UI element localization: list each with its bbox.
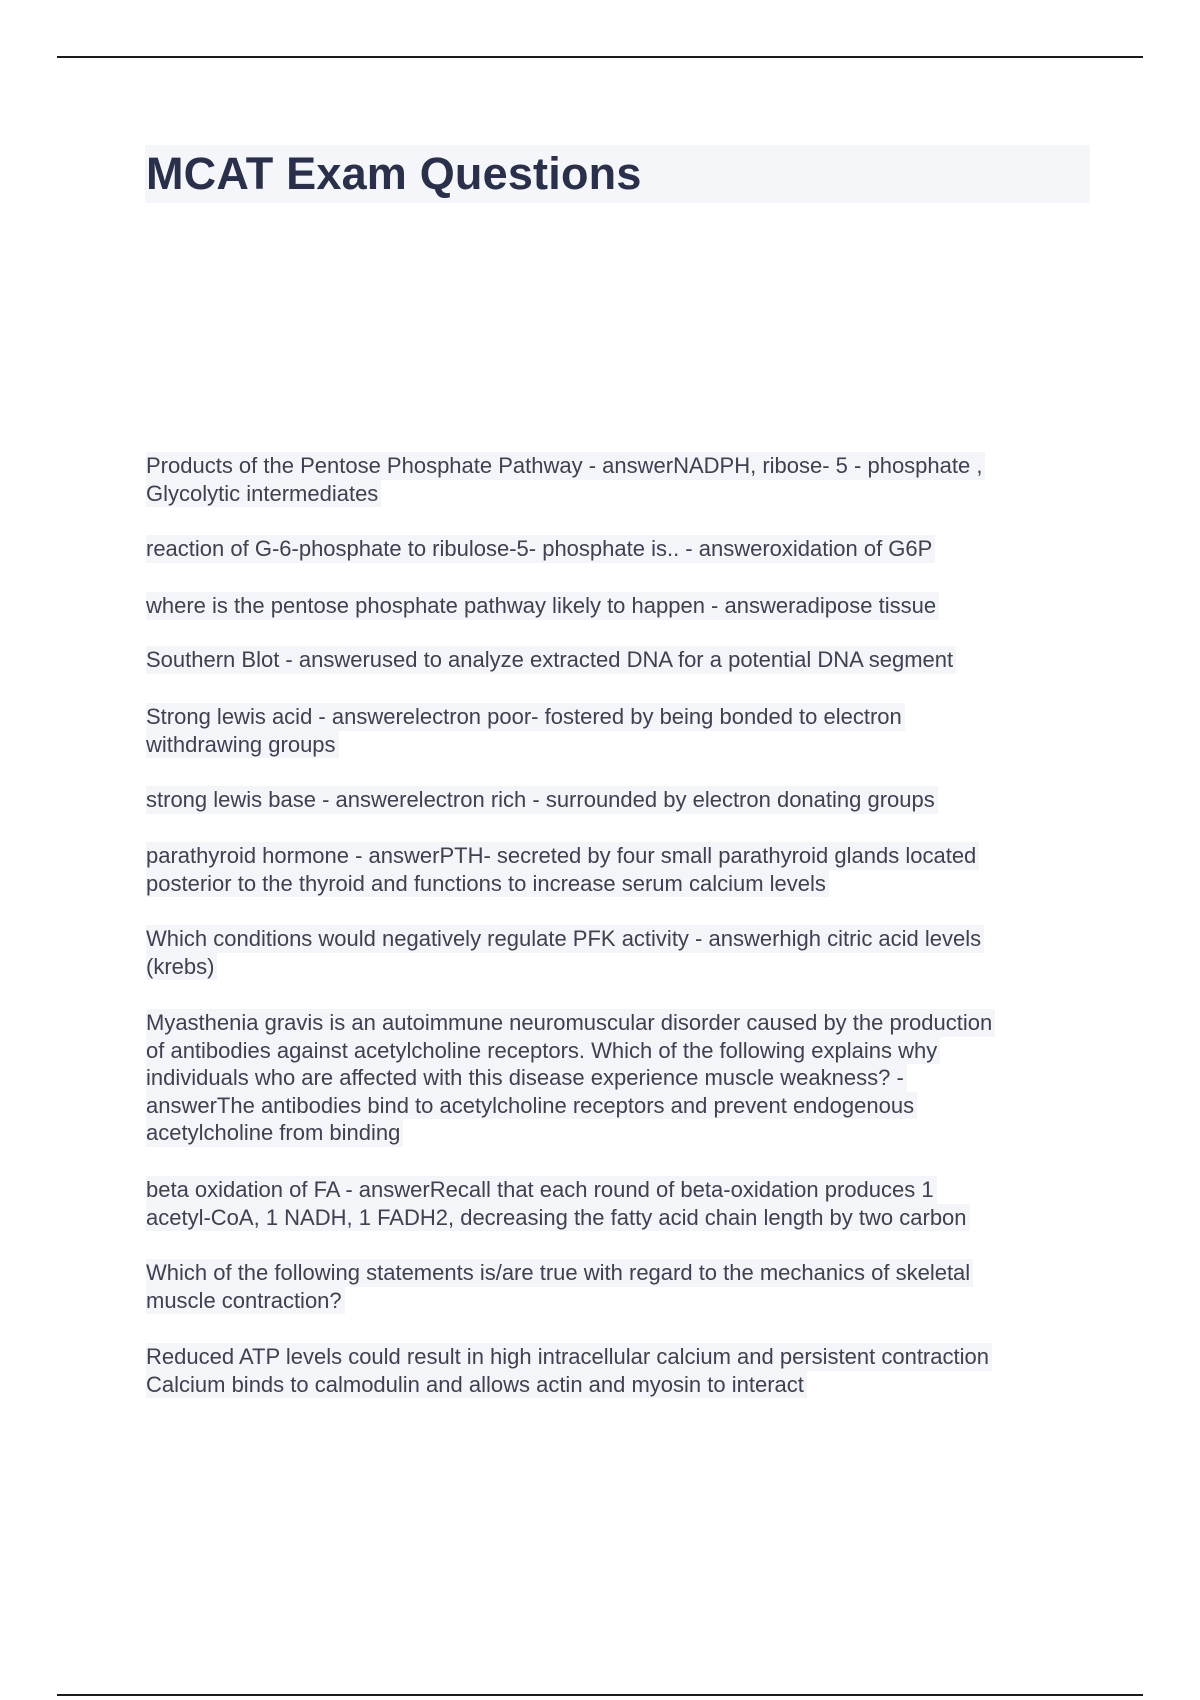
qa-line: beta oxidation of FA - answerRecall that each round of beta-oxidation produces 1 <box>146 1176 937 1204</box>
qa-line: Which conditions would negatively regulate PFK activity - answerhigh citric acid levels <box>146 925 984 953</box>
qa-line: Which of the following statements is/are true with regard to the mechanics of skeletal <box>146 1259 973 1287</box>
qa-item <box>146 842 979 897</box>
qa-item <box>146 592 939 620</box>
qa-line: Reduced ATP levels could result in high intracellular calcium and persistent contraction <box>146 1343 992 1371</box>
bottom-rule <box>57 1694 1143 1696</box>
qa-item <box>146 1009 995 1147</box>
qa-line: Calcium binds to calmodulin and allows actin and myosin to interact <box>146 1371 807 1399</box>
qa-item <box>146 786 938 814</box>
qa-line: Products of the Pentose Phosphate Pathway - answerNADPH, ribose- 5 - phosphate , <box>146 452 985 480</box>
qa-line: Strong lewis acid - answerelectron poor- fostered by being bonded to electron <box>146 703 905 731</box>
qa-item <box>146 646 956 674</box>
qa-item <box>146 925 984 980</box>
qa-line: answerThe antibodies bind to acetylcholine receptors and prevent endogenous <box>146 1092 917 1120</box>
qa-line: withdrawing groups <box>146 731 339 759</box>
qa-line: individuals who are affected with this disease experience muscle weakness? - <box>146 1064 907 1092</box>
qa-line: acetyl-CoA, 1 NADH, 1 FADH2, decreasing the fatty acid chain length by two carbon <box>146 1204 970 1232</box>
qa-line: where is the pentose phosphate pathway likely to happen - answeradipose tissue <box>146 592 939 620</box>
qa-item <box>146 1176 970 1231</box>
qa-line: muscle contraction? <box>146 1287 345 1315</box>
qa-line: of antibodies against acetylcholine receptors. Which of the following explains why <box>146 1037 940 1065</box>
qa-item <box>146 1259 973 1314</box>
qa-item <box>146 452 985 507</box>
qa-line: reaction of G-6-phosphate to ribulose-5- phosphate is.. - answeroxidation of G6P <box>146 535 935 563</box>
qa-line: Myasthenia gravis is an autoimmune neuromuscular disorder caused by the production <box>146 1009 995 1037</box>
qa-line: (krebs) <box>146 953 217 981</box>
top-rule <box>57 56 1143 58</box>
qa-line: posterior to the thyroid and functions to increase serum calcium levels <box>146 870 829 898</box>
qa-line: Southern Blot - answerused to analyze extracted DNA for a potential DNA segment <box>146 646 956 674</box>
qa-line: Glycolytic intermediates <box>146 480 381 508</box>
qa-line: acetylcholine from binding <box>146 1119 403 1147</box>
qa-line: parathyroid hormone - answerPTH- secreted by four small parathyroid glands located <box>146 842 979 870</box>
qa-item <box>146 1343 992 1398</box>
qa-item <box>146 703 905 758</box>
page-title: MCAT Exam Questions <box>146 148 642 199</box>
qa-item <box>146 535 935 563</box>
qa-line: strong lewis base - answerelectron rich - surrounded by electron donating groups <box>146 786 938 814</box>
